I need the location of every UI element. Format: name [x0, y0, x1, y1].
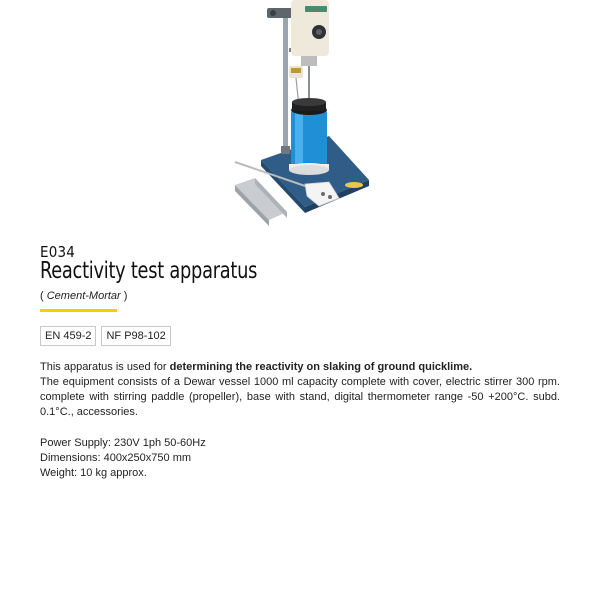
spec-dimensions: Dimensions: 400x250x750 mm: [40, 452, 192, 464]
category-name: Cement-Mortar: [46, 290, 121, 302]
product-title: Reactivity test apparatus: [40, 258, 258, 284]
description-intro-bold: determining the reactivity on slaking of ground quicklime.: [169, 361, 473, 373]
description-body: The equipment consists of a Dewar vessel 1000 ml capacity complete with cover, electric stirrer 300 rpm. complete with stirring paddle (propeller), base with stand, digital thermometer range -50 +200°C. subd. 0.1°C., accessories.: [40, 376, 560, 418]
spec-power: Power Supply: 230V 1ph 50-60Hz: [40, 437, 206, 449]
standards-list: [40, 326, 171, 346]
standard-badge[interactable]: NF P98-102: [101, 326, 170, 346]
description-intro-text: This apparatus is used for: [40, 361, 170, 373]
category-suffix: ): [120, 290, 128, 302]
product-description: [40, 360, 560, 420]
product-image: [209, 0, 393, 241]
spec-weight: Weight: 10 kg approx.: [40, 467, 147, 479]
title-accent-underline: [40, 309, 117, 312]
product-specs: [40, 436, 206, 481]
category-prefix: (: [40, 290, 47, 302]
description-intro: [40, 360, 560, 375]
product-category: [40, 290, 127, 302]
product-code: E034: [40, 243, 76, 261]
standard-badge[interactable]: EN 459-2: [40, 326, 96, 346]
